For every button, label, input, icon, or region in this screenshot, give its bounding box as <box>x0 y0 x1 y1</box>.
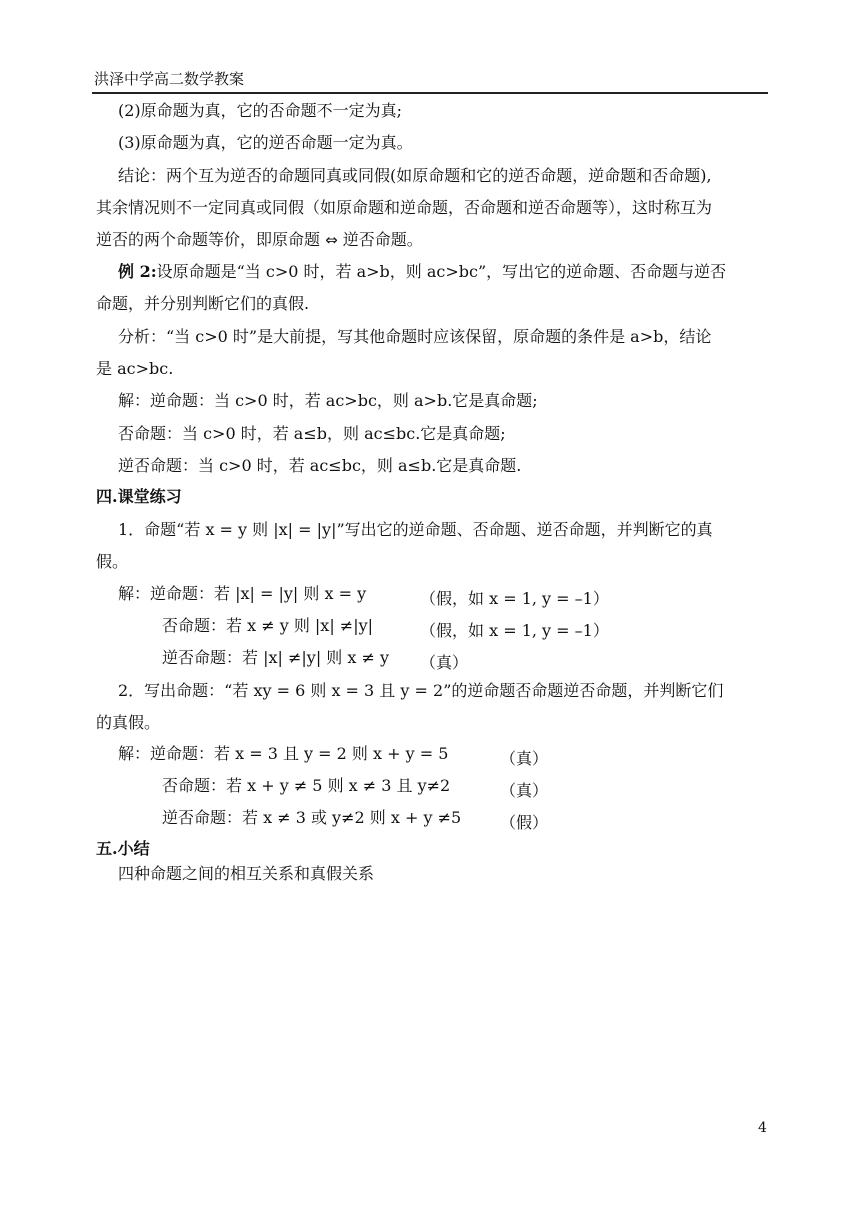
example-text: 设原命题是“当 c>0 时，若 a>b，则 ac>bc”，写出它的逆命题、否命题与逆否 <box>156 262 727 281</box>
text-line: (3)原命题为真，它的逆否命题一定为真。 <box>118 133 413 152</box>
solution-verdict: （假，如 x = 1, y = –1） <box>420 621 609 640</box>
text-line: 其余情况则不一定同真或同假（如原命题和逆命题，否命题和逆否命题等），这时称互为 <box>96 198 713 217</box>
text-line: 是 ac>bc. <box>96 359 174 378</box>
text-line: 分析：“当 c>0 时”是大前提，写其他命题时应该保留，原命题的条件是 a>b，结论 <box>118 327 712 346</box>
solution-verdict: （假，如 x = 1, y = –1） <box>420 589 609 608</box>
example-line <box>118 264 790 280</box>
solution-line: 逆否命题：若 |x| ≠|y| 则 x ≠ y <box>162 648 390 667</box>
solution-line: 否命题：若 x + y ≠ 5 则 x ≠ 3 且 y≠2 <box>162 776 451 795</box>
header-rule <box>92 92 768 94</box>
solution-line: 解：逆命题：若 x = 3 且 y = 2 则 x + y = 5 <box>118 744 449 763</box>
solution-verdict: （真） <box>500 749 549 768</box>
text-line: 2．写出命题：“若 xy = 6 则 x = 3 且 y = 2”的逆命题否命题逆否命题，并判断它们 <box>118 681 724 700</box>
solution-line: 逆否命题：若 x ≠ 3 或 y≠2 则 x + y ≠5 <box>162 808 462 827</box>
text-line: 的真假。 <box>96 713 161 732</box>
text-line: 解：逆命题：当 c>0 时，若 ac>bc，则 a>b.它是真命题; <box>118 391 538 410</box>
text-line: 逆否命题：当 c>0 时，若 ac≤bc，则 a≤b.它是真命题. <box>118 456 522 475</box>
text-line: 否命题：当 c>0 时，若 a≤b，则 ac≤bc.它是真命题; <box>118 424 506 443</box>
solution-line: 解：逆命题：若 |x| = |y| 则 x = y <box>118 584 367 603</box>
text-fragment: 逆否命题。 <box>342 230 423 249</box>
text-line <box>96 232 768 248</box>
text-line: 结论：两个互为逆否的命题同真或同假(如原命题和它的逆否命题，逆命题和否命题), <box>118 166 712 185</box>
section-heading: 四.课堂练习 <box>96 487 182 506</box>
page-header: 洪泽中学高二数学教案 <box>94 70 245 88</box>
text-line: 四种命题之间的相互关系和真假关系 <box>118 864 375 883</box>
text-line: 假。 <box>96 552 129 571</box>
solution-verdict: （真） <box>420 653 469 672</box>
section-heading: 五.小结 <box>96 839 150 858</box>
solution-verdict: （假） <box>500 813 549 832</box>
text-line: 命题，并分别判断它们的真假. <box>96 294 310 313</box>
equivalence-icon: ⇔ <box>325 231 338 249</box>
solution-verdict: （真） <box>500 781 549 800</box>
solution-line: 否命题：若 x ≠ y 则 |x| ≠|y| <box>162 616 374 635</box>
text-line: (2)原命题为真，它的否命题不一定为真; <box>118 101 403 120</box>
example-label: 例 2: <box>118 262 157 281</box>
text-fragment: 逆否的两个命题等价，即原命题 <box>96 230 321 249</box>
text-line: 1．命题“若 x = y 则 |x| = |y|”写出它的逆命题、否命题、逆否命题，并判断它的真 <box>118 520 713 539</box>
page-number: 4 <box>758 1120 767 1136</box>
